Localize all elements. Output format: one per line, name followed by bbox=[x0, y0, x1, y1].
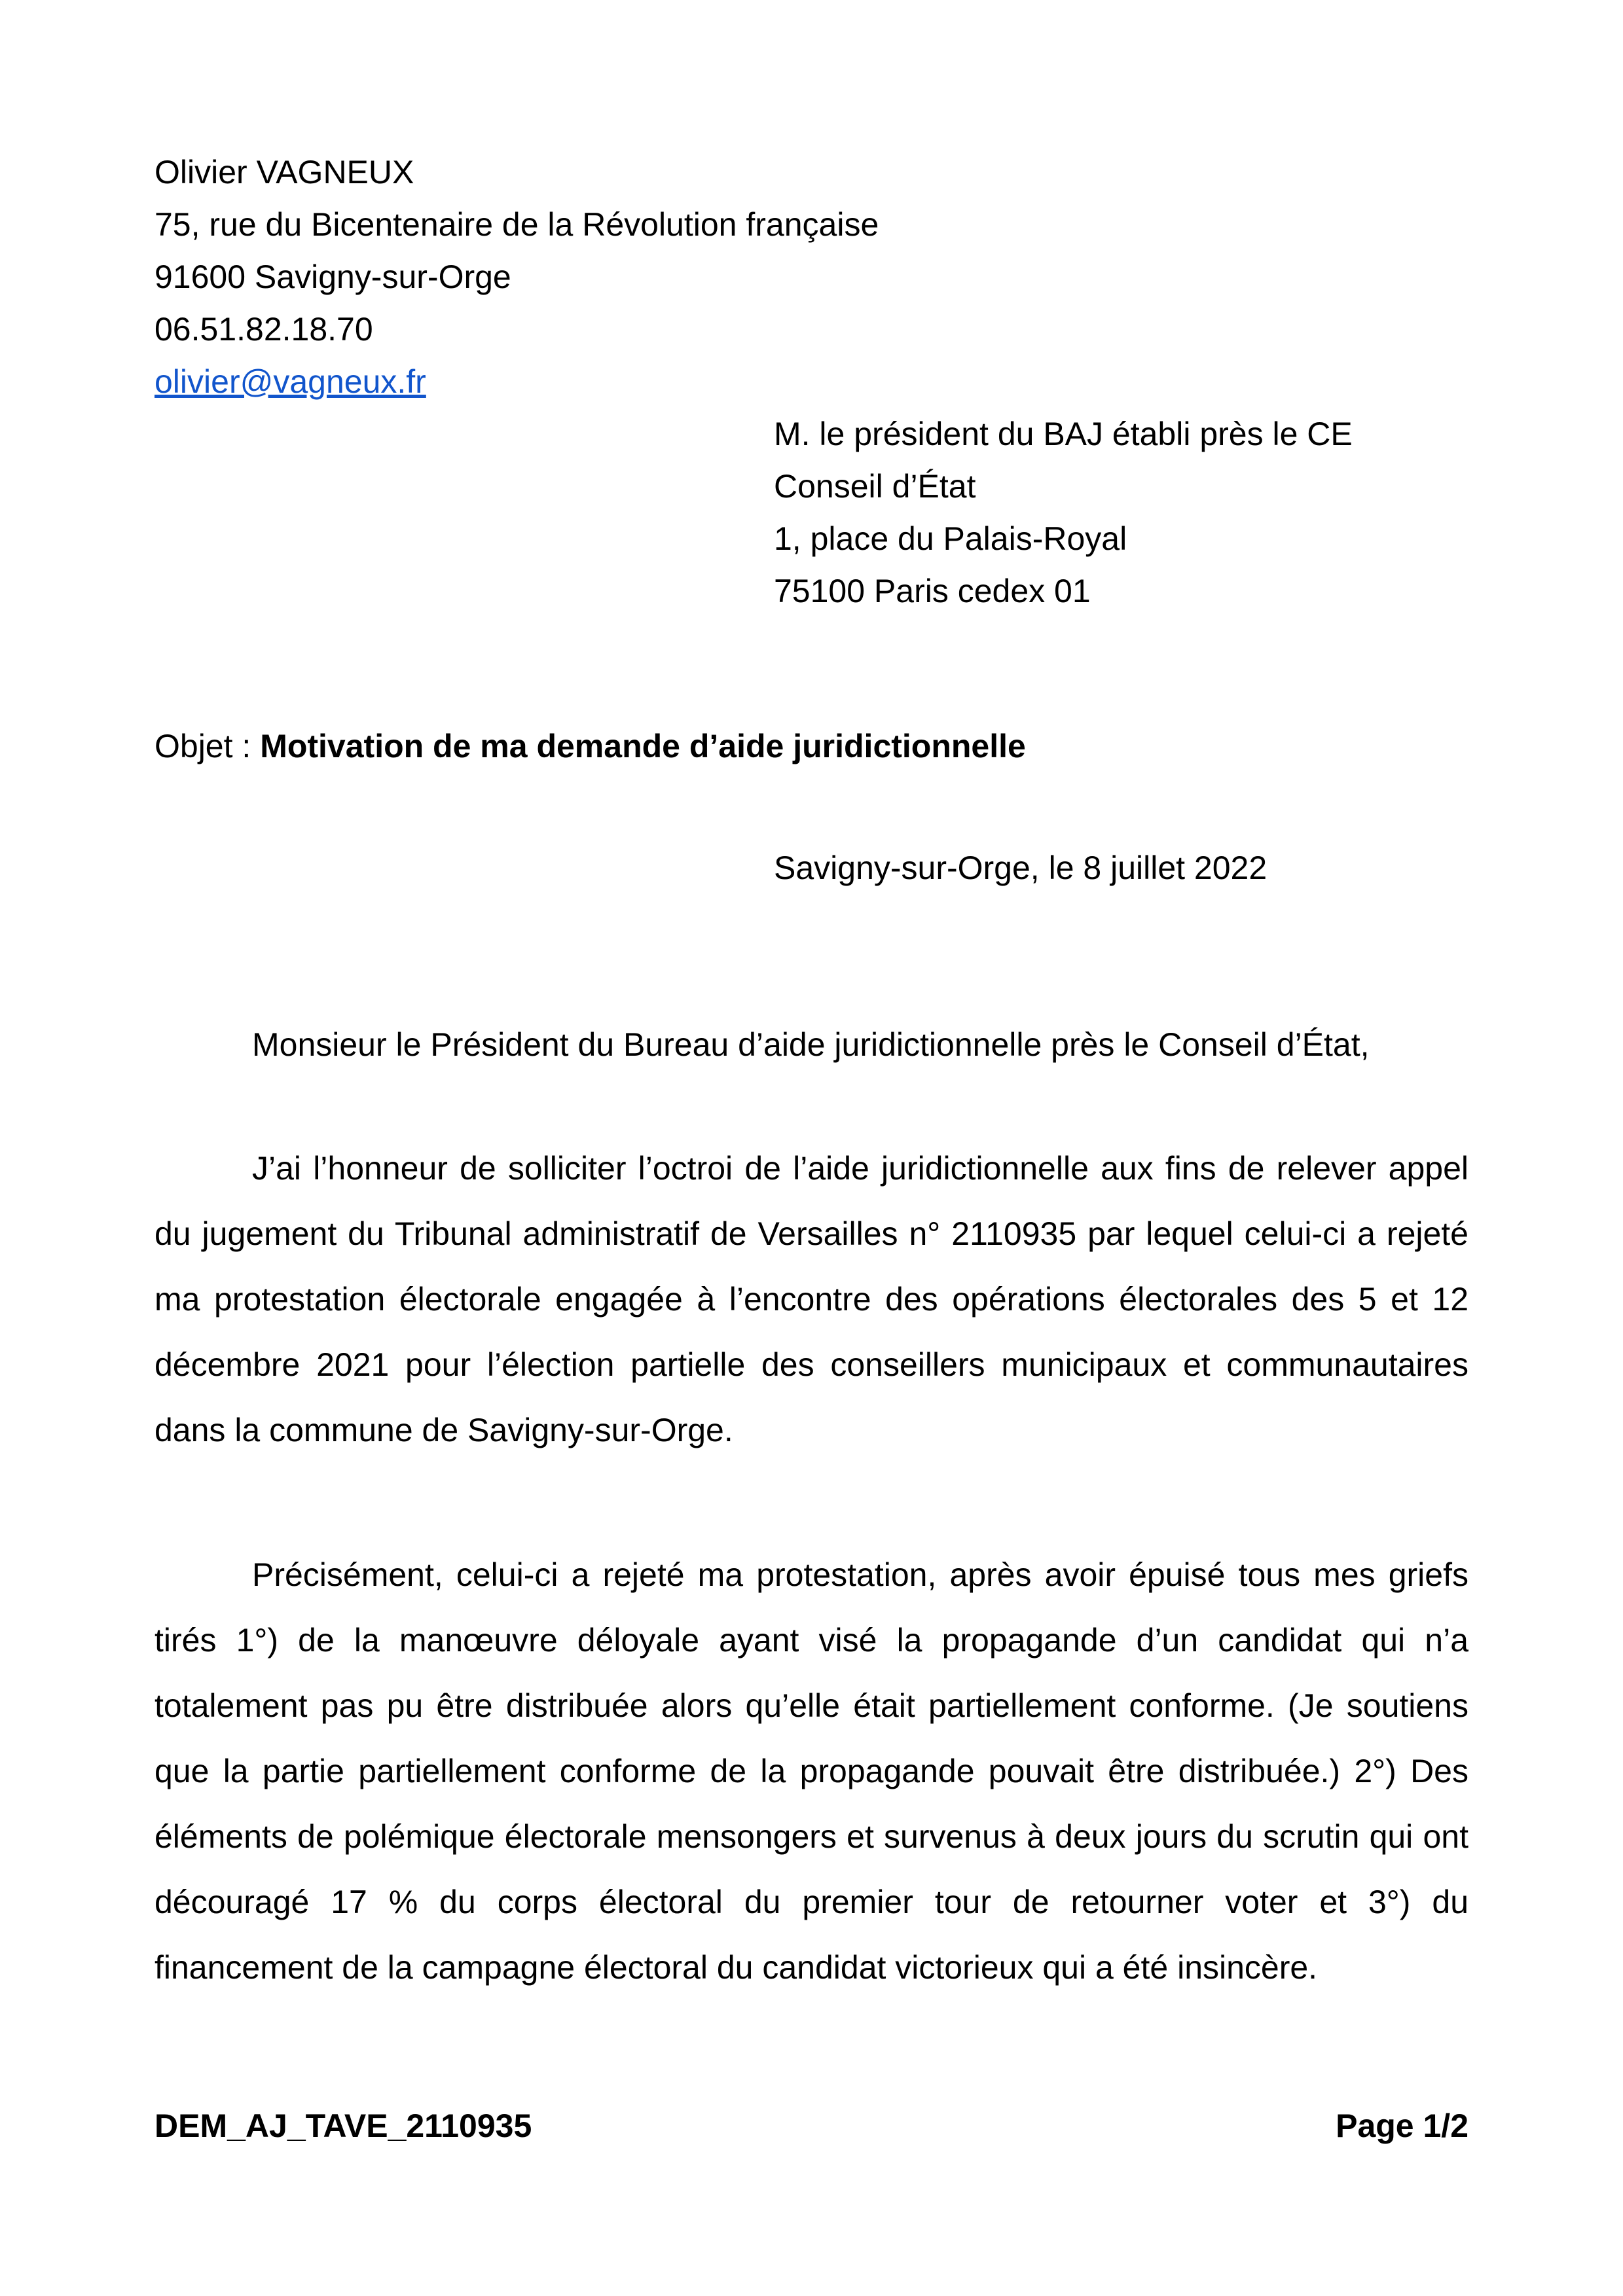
sender-name: Olivier VAGNEUX bbox=[155, 154, 414, 190]
recipient-institution: Conseil d’État bbox=[774, 468, 976, 505]
salutation: Monsieur le Président du Bureau d’aide juridictionnelle près le Conseil d’État, bbox=[252, 1026, 1370, 1063]
sender-block bbox=[155, 146, 1468, 408]
subject-label: Objet : bbox=[155, 728, 261, 764]
subject-text: Motivation de ma demande d’aide juridictionnelle bbox=[260, 728, 1026, 764]
body-paragraph-2: Précisément, celui-ci a rejeté ma protestation, après avoir épuisé tous mes griefs tirés 1°) de la manœuvre déloyale ayant visé la propagande d’un candidat qui n’a totalement pas pu être distribuée alors qu’elle était partiellement conforme. (Je soutiens que la partie partiellement conforme de la propagande pouvait être distribuée.) 2°) Des éléments de polémique électorale mensongers et survenus à deux jours du scrutin qui ont découragé 17 % du corps électoral du premier tour de retourner voter et 3°) du financement de la campagne électoral du candidat victorieux qui a été insincère. bbox=[155, 1556, 1468, 1986]
sender-email-link[interactable]: olivier@vagneux.fr bbox=[155, 363, 426, 400]
recipient-title: M. le président du BAJ établi près le CE bbox=[774, 416, 1353, 452]
subject-line bbox=[155, 720, 1468, 772]
recipient-block bbox=[155, 408, 1468, 617]
sender-address-street: 75, rue du Bicentenaire de la Révolution française bbox=[155, 206, 879, 243]
body-paragraph-1: J’ai l’honneur de solliciter l’octroi de l’aide juridictionnelle aux fins de relever appel du jugement du Tribunal administratif de Versailles n° 2110935 par lequel celui-ci a rejeté ma protestation électorale engagée à l’encontre des opérations électorales des 5 et 12 décembre 2021 pour l’élection partielle des conseillers municipaux et communautaires dans la commune de Savigny-sur-Orge. bbox=[155, 1150, 1468, 1448]
footer-page-number: Page 1/2 bbox=[1336, 2108, 1468, 2144]
recipient-address-city: 75100 Paris cedex 01 bbox=[774, 573, 1091, 609]
recipient-address-street: 1, place du Palais-Royal bbox=[774, 520, 1127, 557]
sender-phone: 06.51.82.18.70 bbox=[155, 311, 373, 348]
footer-document-reference: DEM_AJ_TAVE_2110935 bbox=[155, 2108, 532, 2144]
page-footer bbox=[155, 2100, 1468, 2152]
date-line: Savigny-sur-Orge, le 8 juillet 2022 bbox=[774, 850, 1267, 886]
sender-address-city: 91600 Savigny-sur-Orge bbox=[155, 259, 511, 295]
